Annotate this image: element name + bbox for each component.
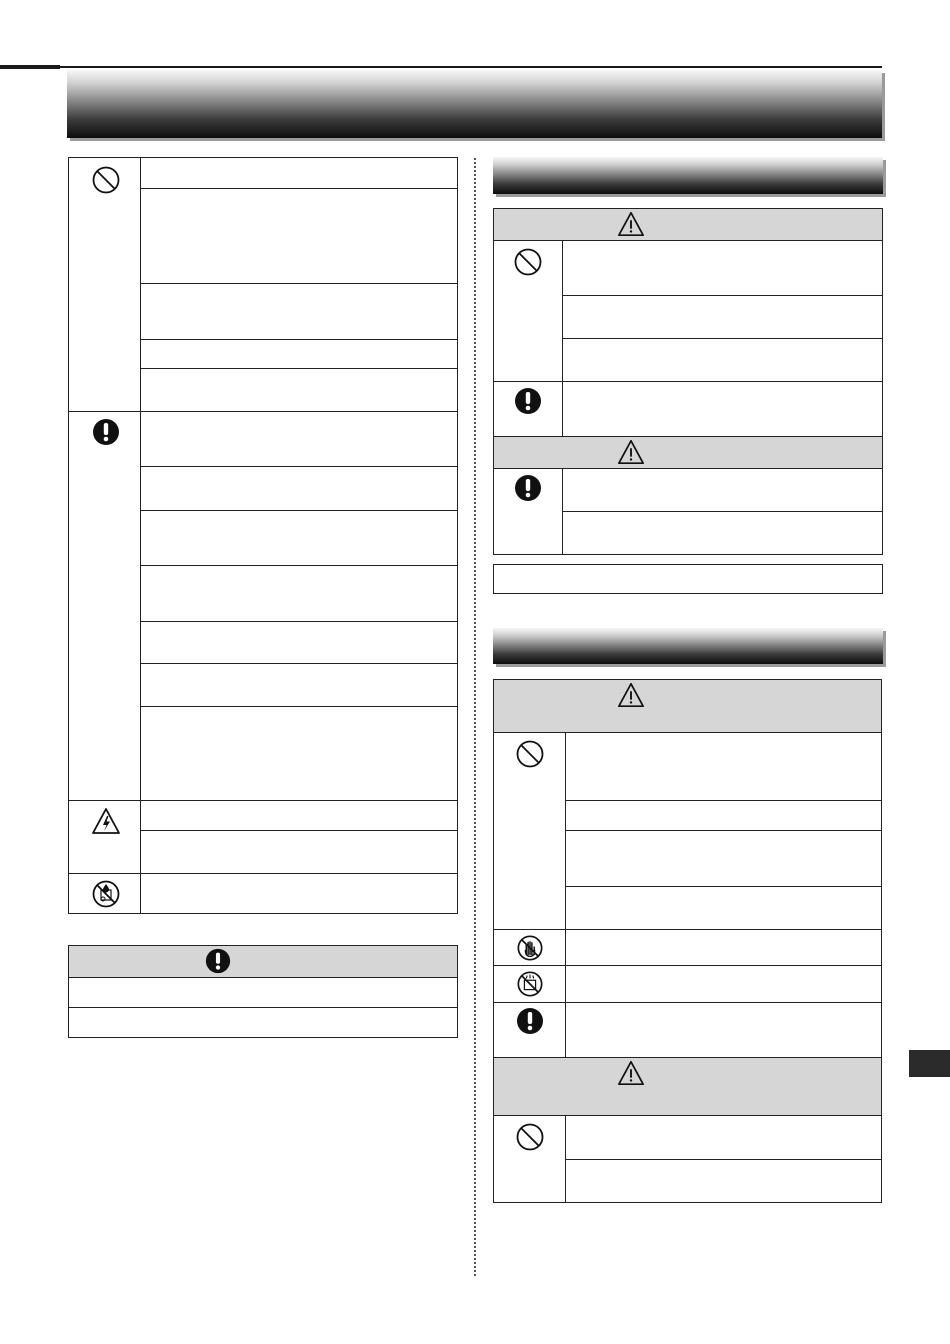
- left-row-text: [150, 289, 450, 333]
- warning-triangle-icon: [617, 438, 645, 466]
- left-caution-row-text: [78, 1013, 448, 1033]
- prohibition-icon: [91, 165, 121, 195]
- row-divider: [140, 466, 458, 467]
- left-row-text: [150, 163, 450, 183]
- row-divider: [140, 339, 458, 340]
- do-not-touch-wet-hands-icon: [516, 934, 544, 962]
- row-divider: [140, 565, 458, 566]
- row-divider: [140, 663, 458, 664]
- column-divider: [474, 158, 476, 1276]
- row-divider: [140, 510, 458, 511]
- row-divider: [565, 886, 882, 887]
- left-row-text: [150, 344, 450, 364]
- group-divider: [68, 800, 458, 801]
- warning-band: [494, 1058, 881, 1115]
- note-text: [503, 569, 873, 589]
- row-divider: [565, 1159, 882, 1160]
- mandatory-action-icon: [204, 947, 232, 975]
- do-not-wet-icon: [91, 879, 121, 909]
- row-divider: [140, 706, 458, 707]
- mandatory-action-icon: [91, 417, 121, 447]
- top-rule: [0, 66, 882, 68]
- row-divider: [68, 977, 458, 978]
- group-divider: [493, 965, 882, 966]
- row-divider: [562, 295, 883, 296]
- row-divider: [562, 511, 883, 512]
- prohibition-icon: [513, 247, 543, 277]
- prohibition-icon: [515, 739, 545, 769]
- section-title-bar: [493, 628, 883, 664]
- warning-band: [494, 680, 881, 732]
- mandatory-action-icon: [513, 473, 543, 503]
- row-divider: [493, 1115, 882, 1116]
- row-divider: [140, 283, 458, 284]
- row-divider: [565, 830, 882, 831]
- group-divider: [68, 411, 458, 412]
- warning-triangle-icon: [617, 1059, 645, 1087]
- electric-shock-warning-icon: [91, 806, 121, 836]
- left-row-text: [150, 194, 450, 278]
- do-not-splash-water-icon: [516, 970, 544, 998]
- warning-band: [494, 437, 882, 468]
- left-caution-row-text: [78, 983, 448, 1003]
- row-divider: [140, 368, 458, 369]
- row-divider: [565, 800, 882, 801]
- row-divider: [140, 621, 458, 622]
- section-title-bar: [493, 157, 883, 194]
- row-divider: [493, 732, 882, 733]
- right-safety-table-b: [493, 679, 882, 1203]
- group-divider: [493, 929, 882, 930]
- group-divider: [68, 873, 458, 874]
- mandatory-action-icon: [513, 386, 543, 416]
- left-row-text: [150, 374, 450, 406]
- warning-triangle-icon: [617, 681, 645, 709]
- row-divider: [140, 830, 458, 831]
- row-divider: [493, 240, 883, 241]
- row-divider: [68, 1007, 458, 1008]
- mandatory-action-icon: [515, 1006, 545, 1036]
- warning-band: [494, 209, 882, 240]
- icon-column-divider: [565, 732, 566, 1057]
- page-title-bar: [67, 70, 882, 138]
- row-divider: [493, 468, 883, 469]
- row-divider: [562, 338, 883, 339]
- group-divider: [493, 381, 883, 382]
- caution-header-band: [69, 946, 457, 977]
- group-divider: [493, 1002, 882, 1003]
- warning-triangle-icon: [617, 210, 645, 238]
- row-divider: [140, 188, 458, 189]
- chapter-tab: [909, 1050, 950, 1077]
- prohibition-icon: [515, 1122, 545, 1152]
